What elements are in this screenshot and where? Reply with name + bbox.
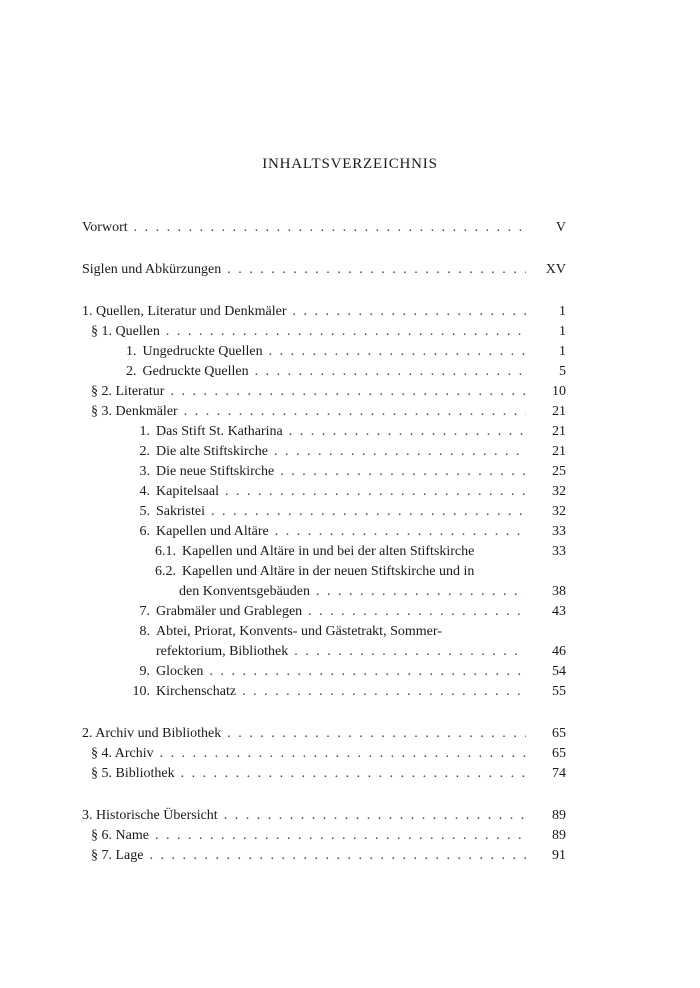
- leader-dots: [227, 724, 526, 744]
- toc-entry-text: Die alte Stiftskirche: [156, 444, 268, 459]
- toc-entry-text: Gedruckte Quellen: [142, 364, 249, 379]
- toc-entry-number: 3.: [139, 464, 150, 479]
- toc-entry-number: 2.: [139, 444, 150, 459]
- toc-entry-section-2[interactable]: [82, 382, 566, 402]
- leader-dots: [209, 662, 526, 682]
- toc-entry-section-3[interactable]: [82, 402, 566, 422]
- toc-entry-number: 9.: [139, 664, 150, 679]
- toc-entry-number: 10.: [132, 684, 150, 699]
- toc-entry-section-6[interactable]: [82, 826, 566, 846]
- toc-page-number: 89: [552, 828, 566, 843]
- leader-dots: [294, 642, 526, 662]
- toc-entry-text: Glocken: [156, 664, 204, 679]
- leader-dots: [155, 826, 526, 846]
- toc-entry-text: Das Stift St. Katharina: [156, 424, 283, 439]
- leader-dots: [316, 582, 526, 602]
- toc-entry-number: 6.2.: [155, 564, 176, 579]
- leader-dots: [275, 522, 526, 542]
- toc-entry-siglen[interactable]: [82, 260, 566, 280]
- toc-page-number: 1: [559, 304, 566, 319]
- toc-entry-section-3-4[interactable]: [82, 482, 566, 502]
- toc-page-number: 21: [552, 404, 566, 419]
- toc-entry-text: § 7. Lage: [91, 848, 144, 863]
- toc-page-number: 38: [552, 584, 566, 599]
- leader-dots: [224, 806, 526, 826]
- toc-entry-section-3-6-1[interactable]: [82, 542, 566, 562]
- toc-entry-text: Siglen und Abkürzungen: [82, 262, 222, 277]
- toc-entry-section-3-1[interactable]: [82, 422, 566, 442]
- toc-entry-text: 3. Historische Übersicht: [82, 808, 218, 823]
- toc-page-number: 65: [552, 746, 566, 761]
- leader-dots: [184, 402, 526, 422]
- toc-entry-section-4[interactable]: [82, 744, 566, 764]
- toc-page-number: 1: [559, 324, 566, 339]
- toc-entry-section-7[interactable]: [82, 846, 566, 866]
- toc-entry-section-1[interactable]: [82, 322, 566, 342]
- toc-entry-number: 7.: [139, 604, 150, 619]
- leader-dots: [166, 322, 526, 342]
- toc-entry-section-3-2[interactable]: [82, 442, 566, 462]
- leader-dots: [149, 846, 526, 866]
- toc-entry-chapter-1[interactable]: [82, 302, 566, 322]
- toc-entry-section-3-8-continued[interactable]: [82, 642, 566, 662]
- toc-page-number: 21: [552, 424, 566, 439]
- leader-dots: [211, 502, 526, 522]
- toc-page-number: 21: [552, 444, 566, 459]
- toc-page-number: 33: [552, 524, 566, 539]
- toc-page-number: 46: [552, 644, 566, 659]
- toc-entry-section-3-6-2[interactable]: [82, 562, 566, 582]
- toc-page-number: 32: [552, 484, 566, 499]
- leader-dots: [255, 362, 526, 382]
- toc-entry-text: refektorium, Bibliothek: [156, 644, 289, 659]
- toc-entry-text: Kapellen und Altäre in und bei der alten Stiftskirche: [182, 544, 475, 559]
- toc-entry-text: § 5. Bibliothek: [91, 766, 175, 781]
- toc-entry-section-3-8[interactable]: [82, 622, 566, 642]
- toc-entry-text: Vorwort: [82, 220, 128, 235]
- toc-page-number: 1: [559, 344, 566, 359]
- toc-entry-text: Kapellen und Altäre in der neuen Stiftskirche und in: [182, 564, 475, 579]
- toc-page-number: V: [555, 220, 566, 235]
- leader-dots: [134, 218, 526, 238]
- leader-dots: [280, 462, 526, 482]
- toc-entry-section-5[interactable]: [82, 764, 566, 784]
- toc-entry-text: Abtei, Priorat, Konvents- und Gästetrakt, Sommer-: [156, 624, 442, 639]
- toc-page-number: 33: [552, 544, 566, 559]
- leader-dots: [160, 744, 526, 764]
- toc-entry-section-3-6-2-continued[interactable]: [82, 582, 566, 602]
- toc-entry-text: § 1. Quellen: [91, 324, 160, 339]
- toc-page-number: 25: [552, 464, 566, 479]
- toc-page-number: 55: [552, 684, 566, 699]
- toc-entry-number: 1.: [126, 344, 137, 359]
- table-of-contents: [82, 218, 566, 866]
- leader-dots: [242, 682, 526, 702]
- toc-entry-section-1-1[interactable]: [82, 342, 566, 362]
- toc-entry-text: § 2. Literatur: [91, 384, 165, 399]
- toc-page-number: 32: [552, 504, 566, 519]
- toc-page-number: 54: [552, 664, 566, 679]
- toc-page-number: 65: [552, 726, 566, 741]
- toc-entry-section-3-5[interactable]: [82, 502, 566, 522]
- leader-dots: [308, 602, 526, 622]
- toc-entry-section-3-7[interactable]: [82, 602, 566, 622]
- toc-entry-text: den Konventsgebäuden: [179, 584, 311, 599]
- leader-dots: [227, 260, 526, 280]
- leader-dots: [181, 764, 526, 784]
- page-title: INHALTSVERZEICHNIS: [262, 156, 438, 172]
- leader-dots: [170, 382, 526, 402]
- toc-entry-text: § 6. Name: [91, 828, 149, 843]
- toc-entry-text: Grabmäler und Grablegen: [156, 604, 303, 619]
- toc-entry-number: 4.: [139, 484, 150, 499]
- toc-entry-number: 1.: [139, 424, 150, 439]
- toc-page-number: 5: [559, 364, 566, 379]
- toc-entry-text: Die neue Stiftskirche: [156, 464, 275, 479]
- toc-page-number: 89: [552, 808, 566, 823]
- leader-dots: [292, 302, 526, 322]
- toc-entry-number: 6.: [139, 524, 150, 539]
- toc-entry-chapter-2[interactable]: [82, 724, 566, 744]
- toc-entry-section-3-9[interactable]: [82, 662, 566, 682]
- toc-entry-text: 2. Archiv und Bibliothek: [82, 726, 222, 741]
- toc-entry-section-3-10[interactable]: [82, 682, 566, 702]
- toc-page-number: 91: [552, 848, 566, 863]
- toc-entry-vorwort[interactable]: [82, 218, 566, 238]
- leader-dots: [269, 342, 526, 362]
- toc-entry-section-3-6[interactable]: [82, 522, 566, 542]
- leader-dots: [289, 422, 526, 442]
- toc-entry-text: Kapitelsaal: [156, 484, 219, 499]
- toc-entry-section-1-2[interactable]: [82, 362, 566, 382]
- toc-page-number: 43: [552, 604, 566, 619]
- leader-dots: [225, 482, 526, 502]
- toc-entry-number: 6.1.: [155, 544, 176, 559]
- toc-entry-number: 2.: [126, 364, 137, 379]
- leader-dots: [274, 442, 526, 462]
- toc-entry-text: Kirchenschatz: [156, 684, 237, 699]
- toc-page-number: 74: [552, 766, 566, 781]
- toc-entry-text: § 3. Denkmäler: [91, 404, 178, 419]
- toc-entry-number: 8.: [139, 624, 150, 639]
- toc-entry-text: § 4. Archiv: [91, 746, 154, 761]
- toc-entry-text: 1. Quellen, Literatur und Denkmäler: [82, 304, 287, 319]
- toc-page-number: XV: [545, 262, 566, 277]
- toc-entry-chapter-3[interactable]: [82, 806, 566, 826]
- toc-page-number: 10: [552, 384, 566, 399]
- toc-entry-text: Ungedruckte Quellen: [142, 344, 263, 359]
- toc-entry-number: 5.: [139, 504, 150, 519]
- toc-entry-section-3-3[interactable]: [82, 462, 566, 482]
- toc-entry-text: Kapellen und Altäre: [156, 524, 269, 539]
- toc-entry-text: Sakristei: [156, 504, 205, 519]
